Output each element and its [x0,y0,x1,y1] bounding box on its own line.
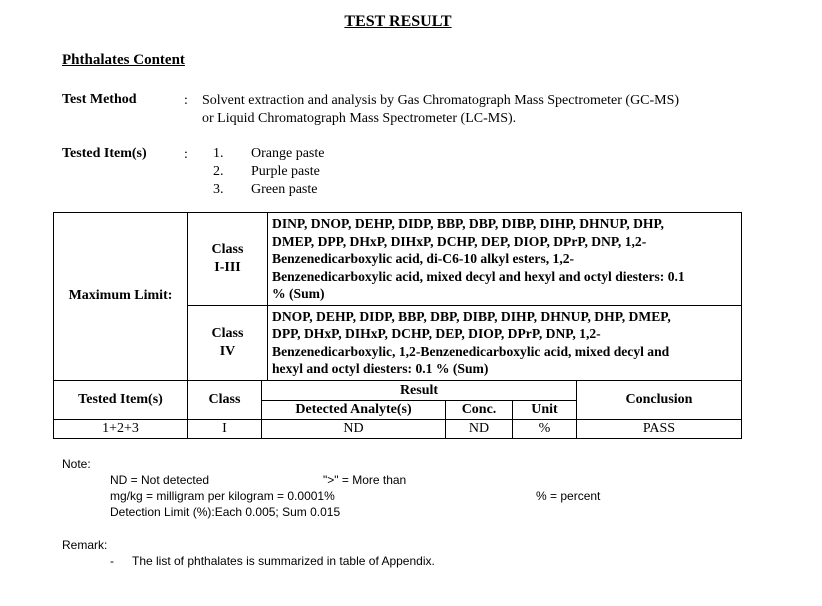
header-result: Result [262,381,577,401]
header-tested-items: Tested Item(s) [54,381,188,420]
test-method-colon: : [184,93,188,108]
test-method-label: Test Method [62,92,137,107]
note-detection-limit: Detection Limit (%):Each 0.005; Sum 0.015 [110,505,341,519]
tested-items-colon: : [184,147,188,162]
class-i-iii-label [188,213,268,306]
note-nd: ND = Not detected [110,473,210,487]
note-more-than: ">" = More than [323,473,407,487]
cell-unit: % [513,420,577,439]
maximum-limit-table [53,212,742,381]
cell-tested: 1+2+3 [54,420,188,439]
limit-line: % (Sum) [272,286,325,301]
note-label: Note: [62,457,91,471]
class-word: Class [211,325,244,341]
result-table [53,380,742,439]
limit-line: Benzenedicarboxylic acid, di-C6-10 alkyl esters, 1,2- [272,251,575,266]
note-mgkg: mg/kg = milligram per kilogram = 0.0001% [110,489,335,503]
remark-dash: - [110,554,114,568]
tested-item-num: 1. [213,146,224,161]
limit-line: DMEP, DPP, DHxP, DIHxP, DCHP, DEP, DIOP, DPrP, DNP, 1,2- [272,233,647,249]
tested-item-name: Purple paste [251,164,320,179]
class-iv-label [188,305,268,380]
header-detected-analyte: Detected Analyte(s) [262,401,446,420]
page-title: TEST RESULT [344,13,452,30]
class-range: IV [219,343,236,359]
table-row [54,420,742,439]
remark-text: The list of phthalates is summarized in table of Appendix. [132,554,435,568]
header-unit: Unit [513,401,577,420]
limit-line: DNOP, DEHP, DIDP, BBP, DBP, DIBP, DIHP, DHNUP, DHP, DMEP, [272,308,671,324]
limit-line: hexyl and octyl diesters: 0.1 % (Sum) [272,361,489,376]
remark-label: Remark: [62,538,108,552]
tested-item-num: 3. [213,182,224,197]
test-method-line-2: or Liquid Chromatograph Mass Spectrometer (LC-MS). [202,111,517,126]
class-range: I-III [214,259,241,275]
class-i-iii-limit [268,213,742,306]
header-conc: Conc. [446,401,513,420]
limit-line: DPP, DHxP, DIHxP, DCHP, DEP, DIOP, DPrP, DNP, 1,2- [272,326,601,341]
tested-item-num: 2. [213,164,224,179]
header-class: Class [188,381,262,420]
tested-item-name: Green paste [251,182,318,197]
cell-class: I [188,420,262,439]
test-method-line-1: Solvent extraction and analysis by Gas Chromatograph Mass Spectrometer (GC-MS) [202,93,680,108]
cell-conclusion: PASS [577,420,742,439]
header-conclusion: Conclusion [577,381,742,420]
cell-analyte: ND [262,420,446,439]
class-word: Class [211,241,244,257]
cell-conc: ND [446,420,513,439]
note-percent: % = percent [536,489,601,503]
limit-line: Benzenedicarboxylic acid, mixed decyl and hexyl and octyl diesters: 0.1 [272,268,685,284]
maximum-limit-label: Maximum Limit: [54,213,188,381]
section-heading: Phthalates Content [62,52,185,68]
limit-line: DINP, DNOP, DEHP, DIDP, BBP, DBP, DIBP, DIHP, DHNUP, DHP, [272,216,664,231]
tested-item-name: Orange paste [251,146,325,161]
class-iv-limit [268,305,742,380]
limit-line: Benzenedicarboxylic, 1,2-Benzenedicarboxylic acid, mixed decyl and [272,343,670,359]
tested-items-label: Tested Item(s) [62,146,147,161]
